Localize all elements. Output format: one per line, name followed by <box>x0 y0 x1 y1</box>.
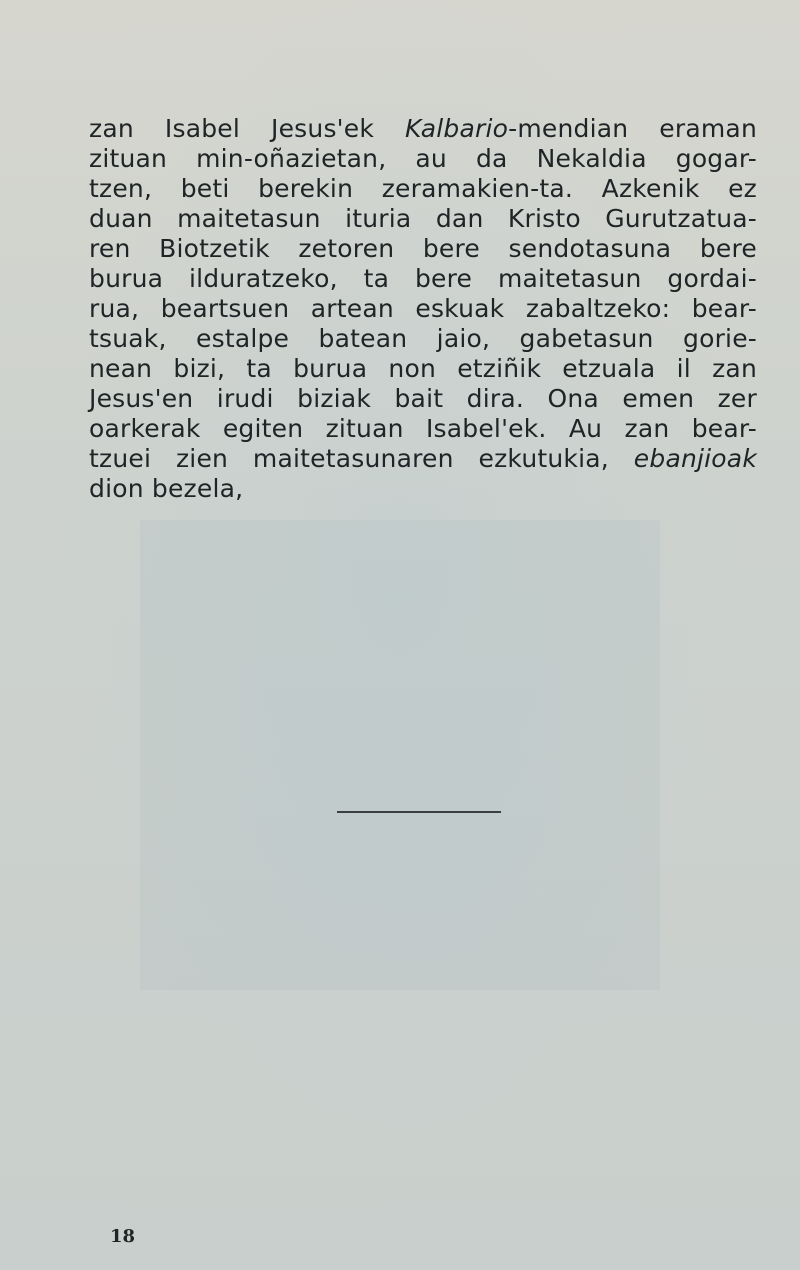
text-line <box>89 324 757 354</box>
text-segment: -mendian eraman <box>508 114 757 143</box>
italic-segment: Kalbario <box>405 114 509 143</box>
text-segment: ren Biotzetik zetoren bere sendotasuna bere <box>89 234 757 263</box>
text-segment: duan maitetasun ituria dan Kristo Gurutzatua- <box>89 204 757 233</box>
text-segment: tzen, beti berekin zeramakien-ta. Azkenik ez <box>89 174 757 203</box>
body-text <box>89 114 757 504</box>
text-segment: zituan min-oñazietan, au da Nekaldia gogar- <box>89 144 757 173</box>
text-line <box>89 144 757 174</box>
text-segment: Jesus'en irudi biziak bait dira. Ona emen zer <box>89 384 757 413</box>
text-line <box>89 204 757 234</box>
show-through-shading <box>140 520 660 990</box>
text-segment: burua ilduratzeko, ta bere maitetasun gordai- <box>89 264 757 293</box>
text-segment: dion bezela, <box>89 474 244 503</box>
text-line <box>89 114 757 144</box>
text-segment: rua, beartsuen artean eskuak zabaltzeko: bear- <box>89 294 757 323</box>
text-line <box>89 354 757 384</box>
text-segment: oarkerak egiten zituan Isabel'ek. Au zan bear- <box>89 414 757 443</box>
text-segment: tsuak, estalpe batean jaio, gabetasun gorie- <box>89 324 757 353</box>
text-line <box>89 294 757 324</box>
text-line <box>89 384 757 414</box>
text-line <box>89 234 757 264</box>
text-segment: zan Isabel Jesus'ek <box>89 114 406 143</box>
text-line <box>89 474 757 504</box>
text-line <box>89 264 757 294</box>
text-segment: nean bizi, ta burua non etziñik etzuala il zan <box>89 354 757 383</box>
text-line <box>89 174 757 204</box>
text-line <box>89 444 757 474</box>
italic-segment: ebanjioak <box>633 444 757 473</box>
text-line <box>89 414 757 444</box>
section-divider <box>337 811 501 813</box>
text-segment: tzuei zien maitetasunaren ezkutukia, <box>89 444 634 473</box>
page-number: 18 <box>110 1226 136 1247</box>
